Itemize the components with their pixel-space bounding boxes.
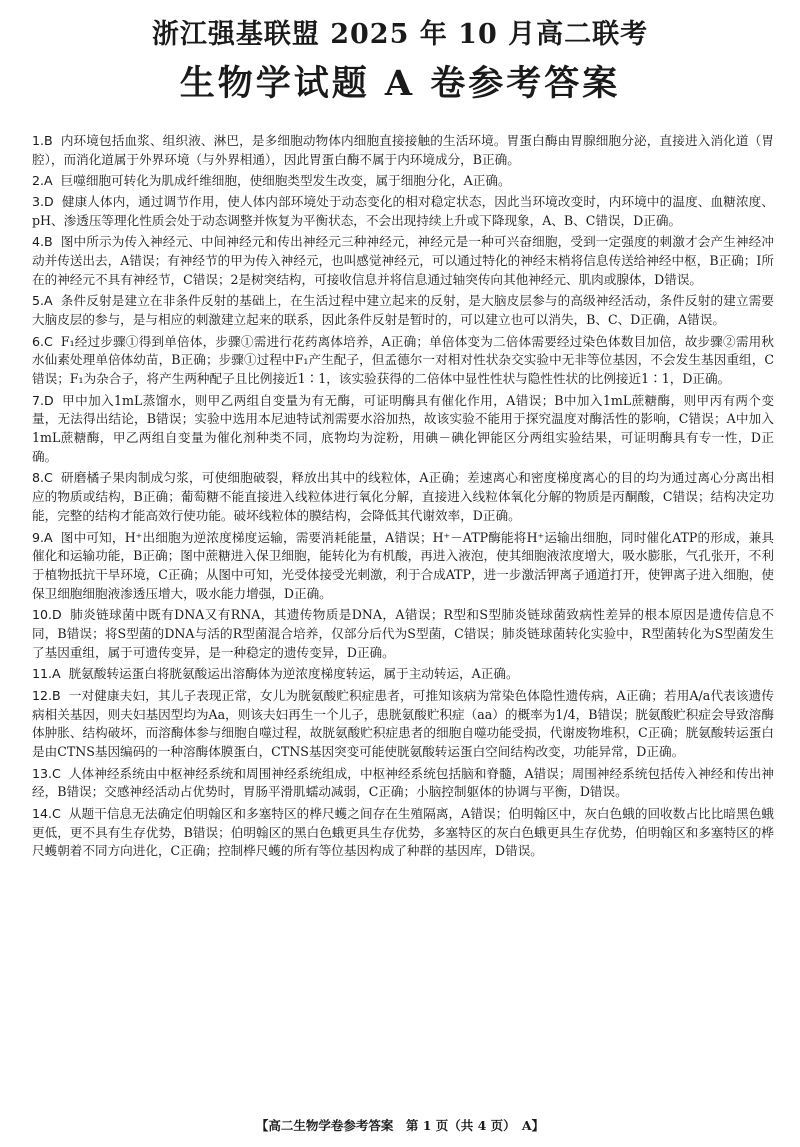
- answer-key: B: [44, 234, 53, 250]
- answer-explanation: 一对健康夫妇，其儿子表现正常，女儿为胱氨酸贮积症患者，可推知该病为常染色体隐性遗传病，A正确；若用A/a代表该遗传病相关基因，则夫妇基因型均为Aa，则该夫妇再生一个儿子，患胱氨酸贮积症（aa）的概率为1/4，B错误；胱氨酸贮积症会导致溶酶体肿胀、结构破坏，而溶酶体参与细胞自噬过程，故胱氨酸贮积症患者的细胞自噬功能受损，代谢废物堆积，C正确；胱氨酸转运蛋白是由CTNS基因编码的一种溶酶体膜蛋白，CTNS基因突变可能使胱氨酸转运蛋白空间结构改变，功能异常，D正确。: [32, 687, 774, 760]
- answer-list: [32, 132, 774, 864]
- answer-item: [32, 233, 774, 290]
- answer-item: [32, 606, 774, 663]
- question-number: 9.: [32, 529, 45, 545]
- question-number: 8.: [32, 470, 45, 486]
- answer-item: [32, 333, 774, 390]
- question-number: 2.: [32, 173, 45, 189]
- answer-item: [32, 805, 774, 862]
- exam-title: 浙江强基联盟 2025 年 10 月高二联考: [151, 19, 649, 50]
- answer-key: D: [52, 607, 62, 623]
- question-number: 5.: [32, 293, 45, 309]
- answer-explanation: 研磨橘子果肉制成匀浆，可使细胞破裂，释放出其中的线粒体，A正确；差速离心和密度梯度离心的目的均为通过离心分离出相应的物质或结构，B正确；葡萄糖不能直接进入线粒体进行氧化分解，直接进入线粒体氧化分解的物质是丙酮酸，C错误；结构决定功能，完整的结构才能高效行使功能。破坏线粒体的膜结构，会降低其代谢效率，D正确。: [32, 470, 774, 524]
- answer-explanation: 甲中加入1mL蒸馏水，则甲乙两组自变量为有无酶，可证明酶具有催化作用，A错误；B中加入1mL蔗糖酶，则甲丙有两个变量，无法得出结论，B错误；实验中选用本尼迪特试剂需要水浴加热，故该实验不能用于探究温度对酶活性的影响，C错误；A中加入1mL蔗糖酶，甲乙两组自变量为催化剂种类不同，底物均为淀粉，用碘－碘化钾能区分两组实验结果，可证明酶具有专一性，D正确。: [32, 392, 774, 465]
- answer-item: [32, 193, 774, 231]
- answer-key: C: [44, 333, 53, 349]
- question-number: 10.: [32, 607, 53, 623]
- answer-explanation: 从题干信息无法确定伯明翰区和多塞特区的桦尺蠖之间存在生殖隔离，A错误；伯明翰区中，灰白色蛾的回收数占比比暗黑色蛾更低，更不具有生存优势，B错误；伯明翰区的黑白色蛾更具生存优势，多塞特区的灰白色蛾更具生存优势，伯明翰区和多塞特区的桦尺蠖朝着不同方向进化，C正确；控制桦尺蠖的所有等位基因构成了种群的基因库，D错误。: [32, 805, 774, 859]
- answer-key-title: 生物学试题 A 卷参考答案: [179, 63, 621, 104]
- page-footer: 【高二生物学卷参考答案 第 1 页（共 4 页） A】: [255, 1118, 545, 1133]
- answer-explanation: 肺炎链球菌中既有DNA又有RNA，其遗传物质是DNA，A错误；R型和S型肺炎链球菌致病性差异的根本原因是遗传信息不同，B错误；将S型菌的DNA与活的R型菌混合培养，仅部分后代为S型菌，C错误；肺炎链球菌转化实验中，R型菌转化为S型菌发生了基因重组，属于可遗传变异，是一种稳定的遗传变异，D正确。: [32, 607, 774, 661]
- answer-explanation: 图中所示为传入神经元、中间神经元和传出神经元三种神经元，神经元是一种可兴奋细胞，受到一定强度的刺激才会产生神经冲动并传送出去，A错误；有神经节的甲为传入神经元，也叫感觉神经元，可以通过特化的神经末梢将信息传送给神经中枢，B正确；Ⅰ所在的神经元不具有神经节，C错误；2是树突结构，可接收信息并将信息通过轴突传向其他神经元、肌肉或腺体，D错误。: [32, 234, 774, 288]
- question-number: 6.: [32, 333, 45, 349]
- answer-explanation: 人体神经系统由中枢神经系统和周围神经系统组成，中枢神经系统包括脑和脊髓，A错误；周围神经系统包括传入神经和传出神经，B错误；交感神经活动占优势时，胃肠平滑肌蠕动减弱，C正确；小脑控制躯体的协调与平衡，D错误。: [32, 765, 774, 800]
- answer-explanation: 条件反射是建立在非条件反射的基础上，在生活过程中建立起来的反射，是大脑皮层参与的高级神经活动，条件反射的建立需要大脑皮层的参与，是与相应的刺激建立起来的联系，因此条件反射是暂时的，可以建立也可以消失，B、C、D正确，A错误。: [32, 293, 774, 328]
- question-number: 11.: [32, 666, 53, 682]
- question-number: 1.: [32, 133, 45, 148]
- answer-key: A: [44, 529, 53, 545]
- answer-item: [32, 392, 774, 468]
- question-number: 3.: [32, 194, 45, 210]
- answer-item: [32, 687, 774, 763]
- answer-item: [32, 529, 774, 605]
- answer-item: [32, 665, 774, 684]
- answer-key: C: [52, 805, 61, 821]
- answer-explanation: 图中可知，H⁺出细胞为逆浓度梯度运输，需要消耗能量，A错误；H⁺－ATP酶能将H⁺运输出细胞，同时催化ATP的形成，兼具催化和运输功能，B正确；图中蔗糖进入保卫细胞，能转化为有机酸，再进入液泡，使其细胞液浓度增大，吸水膨胀，气孔张开，不利于植物抵抗干旱环境，C正确；从图中可知，光受体接受光刺激，利于合成ATP，进一步激活钾离子通道打开，使钾离子进入细胞，使保卫细胞细胞液渗透压增大，吸水能力增强，D正确。: [32, 529, 774, 602]
- answer-key: C: [44, 470, 53, 486]
- answer-item: [32, 292, 774, 330]
- answer-key: A: [44, 293, 53, 309]
- question-number: 12.: [32, 687, 53, 703]
- question-number: 4.: [32, 234, 45, 250]
- answer-item: [32, 765, 774, 803]
- answer-key: A: [52, 666, 61, 682]
- answer-explanation: 巨噬细胞可转化为肌成纤维细胞，使细胞类型发生改变，属于细胞分化，A正确。: [60, 173, 511, 189]
- answer-explanation: 胱氨酸转运蛋白将胱氨酸运出溶酶体为逆浓度梯度转运，属于主动转运，A正确。: [68, 666, 519, 682]
- answer-key: B: [44, 133, 53, 148]
- answer-key: D: [44, 194, 54, 210]
- answer-explanation: 内环境包括血浆、组织液、淋巴，是多细胞动物体内细胞直接接触的生活环境。胃蛋白酶由胃腺细胞分泌，直接进入消化道（胃腔），而消化道属于外界环境（与外界相通），因此胃蛋白酶不属于内环境成分，B正确。: [32, 133, 774, 167]
- answer-explanation: F₁经过步骤①得到单倍体，步骤①需进行花药离体培养，A正确；单倍体变为二倍体需要经过染色体数目加倍，故步骤②需用秋水仙素处理单倍体幼苗，B正确；步骤①过程中F₁产生配子，但孟德尔一对相对性状杂交实验中无非等位基因，不会发生基因重组，C错误；F₁为杂合子，将产生两种配子且比例接近1∶1，该实验获得的二倍体中显性性状与隐性性状的比例接近1∶1，D正确。: [32, 333, 774, 387]
- answer-key: A: [44, 173, 53, 189]
- answer-key: C: [52, 765, 61, 781]
- answer-item: [32, 172, 774, 191]
- question-number: 7.: [32, 392, 45, 408]
- answer-item: [32, 132, 774, 170]
- answer-explanation: 健康人体内，通过调节作用，使人体内部环境处于动态变化的相对稳定状态，因此当环境改变时，内环境中的温度、血糖浓度、pH、渗透压等理化性质会处于动态调整并恢复为平衡状态，不会出现持续上升或下降现象，A、B、C错误，D正确。: [32, 194, 774, 229]
- question-number: 13.: [32, 765, 53, 781]
- answer-key: D: [44, 392, 54, 408]
- question-number: 14.: [32, 805, 53, 821]
- answer-item: [32, 469, 774, 526]
- answer-key: B: [52, 687, 61, 703]
